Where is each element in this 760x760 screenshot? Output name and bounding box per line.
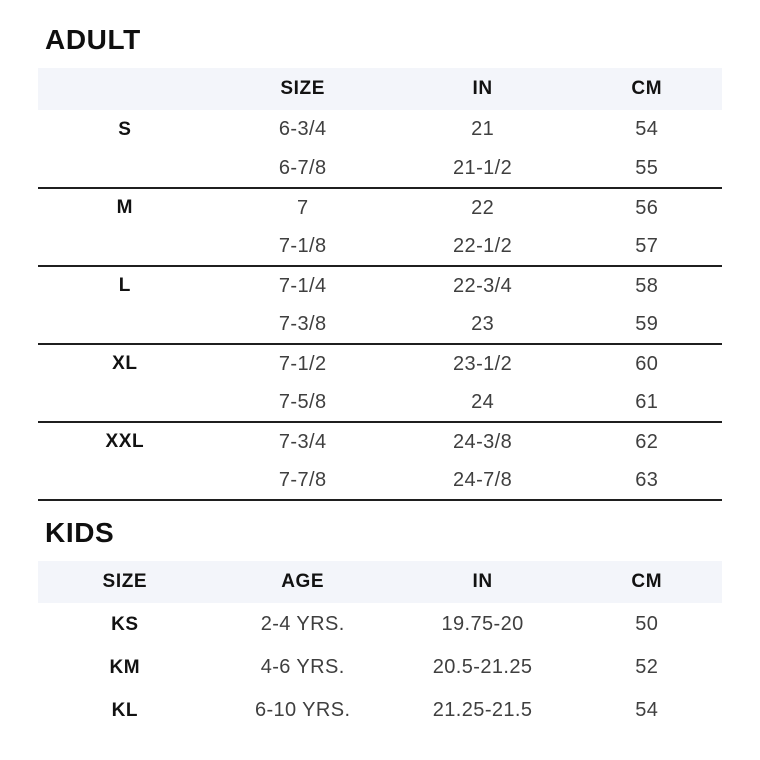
table-row: [38, 149, 722, 188]
hat-size-cell: 7-5/8: [278, 390, 327, 413]
table-row: [38, 305, 722, 344]
size-group-label: XL: [112, 353, 138, 374]
inches-cell: 23-1/2: [453, 352, 513, 375]
inches-cell: 23: [471, 312, 495, 335]
adult-column-header-blank: [38, 68, 212, 110]
table-row: [38, 266, 722, 305]
hat-size-cell: 7-1/2: [278, 352, 327, 375]
inches-cell: 21.25-21.5: [432, 699, 533, 721]
kids-table-header-row: [38, 561, 722, 603]
inches-cell: 19.75-20: [441, 613, 524, 635]
cm-cell: 52: [635, 656, 659, 678]
size-group-label: KM: [109, 656, 141, 678]
size-group-label: [38, 305, 212, 344]
cm-cell: 61: [635, 390, 659, 413]
kids-column-header-cm: CM: [572, 561, 723, 603]
size-group-label: [38, 461, 212, 500]
cm-cell: 54: [635, 699, 659, 721]
cm-cell: 55: [635, 156, 659, 179]
cm-cell: 54: [635, 118, 659, 140]
table-row: [38, 461, 722, 500]
hat-size-cell: 7-1/4: [278, 274, 327, 297]
kids-size-table: [38, 561, 722, 732]
size-group-label: S: [118, 118, 132, 140]
size-group-label: [38, 149, 212, 188]
table-row: [38, 227, 722, 266]
table-row: [38, 110, 722, 149]
table-row: [38, 646, 722, 689]
cm-cell: 60: [635, 352, 659, 375]
inches-cell: 24-3/8: [453, 430, 513, 453]
adult-column-header-size: SIZE: [212, 68, 394, 110]
hat-size-cell: 7-1/8: [278, 234, 327, 257]
adult-section-title: ADULT: [45, 24, 141, 55]
hat-size-cell: 7-3/4: [278, 430, 327, 453]
hat-size-cell: 7-7/8: [278, 468, 327, 491]
adult-size-table: [38, 68, 722, 501]
inches-cell: 22: [471, 196, 495, 219]
hat-size-cell: 6-7/8: [278, 156, 327, 179]
size-group-label: KS: [111, 613, 139, 635]
cm-cell: 50: [635, 613, 659, 635]
kids-column-header-in: IN: [394, 561, 572, 603]
adult-column-header-cm: CM: [572, 68, 723, 110]
kids-column-header-age: AGE: [212, 561, 394, 603]
table-row: [38, 689, 722, 732]
size-group-label: M: [116, 197, 134, 218]
table-row: [38, 422, 722, 461]
hat-size-cell: 7: [296, 196, 309, 219]
cm-cell: 59: [635, 312, 659, 335]
inches-cell: 20.5-21.25: [432, 656, 533, 678]
cm-cell: 62: [635, 430, 659, 453]
table-row: [38, 188, 722, 227]
cm-cell: 58: [635, 274, 659, 297]
inches-cell: 21-1/2: [453, 156, 513, 179]
size-group-label: [38, 227, 212, 266]
size-group-label: L: [118, 275, 131, 296]
inches-cell: 24: [471, 390, 495, 413]
inches-cell: 21: [471, 118, 495, 140]
age-cell: 4-6 YRS.: [260, 656, 345, 678]
kids-column-header-size: SIZE: [38, 561, 212, 603]
adult-table-header-row: [38, 68, 722, 110]
cm-cell: 57: [635, 234, 659, 257]
kids-section-title: KIDS: [45, 517, 115, 548]
table-row: [38, 383, 722, 422]
inches-cell: 22-1/2: [453, 234, 513, 257]
hat-size-cell: 7-3/8: [278, 312, 327, 335]
size-group-label: KL: [111, 699, 139, 721]
size-group-label: XXL: [105, 431, 145, 452]
cm-cell: 63: [635, 468, 659, 491]
inches-cell: 24-7/8: [453, 468, 513, 491]
adult-column-header-in: IN: [394, 68, 572, 110]
age-cell: 6-10 YRS.: [254, 699, 351, 721]
inches-cell: 22-3/4: [453, 274, 513, 297]
cm-cell: 56: [635, 196, 659, 219]
table-row: [38, 603, 722, 646]
hat-size-cell: 6-3/4: [278, 118, 327, 140]
table-row: [38, 344, 722, 383]
age-cell: 2-4 YRS.: [260, 613, 345, 635]
size-group-label: [38, 383, 212, 422]
